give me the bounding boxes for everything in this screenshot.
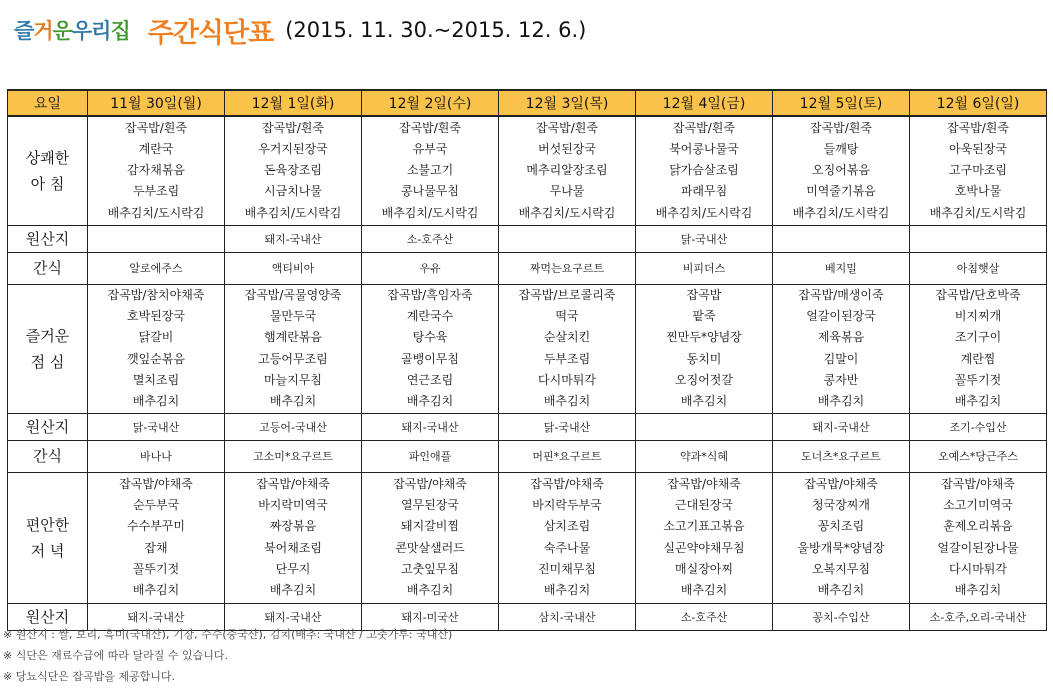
menu-item: 들깨탕	[823, 141, 859, 156]
origin-cell: 조기-수입산	[910, 413, 1047, 440]
menu-body	[8, 116, 1047, 630]
menu-item: 짜장볶음	[269, 519, 317, 534]
note-line: ※ 원산지 : 쌀, 보리, 흑미(국내산), 기장, 수수(중국산), 김치(배추: 국내산 / 고춧가루: 국내산)	[3, 628, 453, 641]
snack1-label: 간식	[8, 252, 88, 284]
menu-item: 북어콩나물국	[669, 141, 739, 156]
day-header: 12월 4일(금)	[636, 90, 773, 116]
menu-item: 다시마튀각	[538, 372, 596, 387]
meal-label-line: 편안한	[25, 515, 70, 534]
menu-item: 찐만두*양념장	[666, 330, 742, 345]
snack-cell: 머핀*요구르트	[499, 440, 636, 472]
menu-item: 잡곡밥/흰죽	[398, 120, 461, 135]
menu-cell	[88, 472, 225, 603]
lunch-row	[8, 284, 1047, 413]
menu-item: 물만두국	[269, 309, 317, 324]
lunch-label	[8, 284, 88, 413]
menu-cell	[773, 472, 910, 603]
snack-cell: 비피더스	[636, 252, 773, 284]
origin-cell: 소-호주산	[362, 225, 499, 252]
menu-item: 순살치킨	[543, 330, 591, 345]
menu-cell	[362, 116, 499, 225]
menu-item: 오징어젓갈	[675, 372, 733, 387]
dinner-label	[8, 472, 88, 603]
menu-item: 잡곡밥/흰죽	[535, 120, 598, 135]
menu-item: 배추김치	[680, 582, 728, 597]
menu-item: 다시마튀각	[949, 561, 1007, 576]
menu-item: 삼치조림	[543, 519, 591, 534]
menu-item: 호박나물	[954, 184, 1002, 199]
origin-cell	[499, 225, 636, 252]
menu-item: 배추김치	[817, 582, 865, 597]
menu-item: 김말이	[823, 351, 859, 366]
menu-item: 바지락미역국	[258, 498, 328, 513]
date-range: (2015. 11. 30.~2015. 12. 6.)	[285, 18, 587, 42]
menu-item: 호박된장국	[127, 309, 185, 324]
menu-item: 배추김치	[543, 393, 591, 408]
menu-item: 잡채	[144, 540, 168, 555]
menu-item: 잡곡밥	[686, 287, 722, 302]
menu-item: 돼지갈비찜	[401, 519, 459, 534]
menu-item: 배추김치	[406, 582, 454, 597]
breakfast-row	[8, 116, 1047, 225]
snack-cell: 액티비아	[225, 252, 362, 284]
note-line: ※ 당뇨식단은 잡곡밥을 제공합니다.	[3, 670, 175, 683]
snack-cell: 오예스*당근주스	[910, 440, 1047, 472]
menu-cell	[636, 472, 773, 603]
menu-item: 훈제오리볶음	[943, 519, 1013, 534]
origin-cell: 돼지-미국산	[362, 603, 499, 630]
origin-cell: 닭-국내산	[88, 413, 225, 440]
menu-item: 배추김치/도시락김	[929, 205, 1027, 220]
menu-item: 마늘지무침	[264, 372, 322, 387]
menu-item: 청국장찌개	[812, 498, 870, 513]
menu-item: 조기구이	[954, 330, 1002, 345]
menu-item: 멸치조림	[132, 372, 180, 387]
origin-cell: 소-호주,오리-국내산	[910, 603, 1047, 630]
menu-item: 두부조림	[543, 351, 591, 366]
menu-item: 닭갈비	[138, 330, 174, 345]
menu-item: 잡곡밥/야채죽	[119, 476, 193, 491]
notes	[3, 624, 452, 687]
menu-item: 잡곡밥/야채죽	[667, 476, 741, 491]
snack-cell: 바나나	[88, 440, 225, 472]
menu-item: 제육볶음	[817, 330, 865, 345]
origin1-label: 원산지	[8, 225, 88, 252]
menu-item: 배추김치	[406, 393, 454, 408]
menu-cell	[225, 472, 362, 603]
day-header: 12월 2일(수)	[362, 90, 499, 116]
menu-item: 잡곡밥/야채죽	[530, 476, 604, 491]
origin-cell	[88, 225, 225, 252]
menu-item: 잡곡밥/흰죽	[124, 120, 187, 135]
meal-label-line: 저 녁	[30, 541, 65, 560]
snack-cell: 파인애플	[362, 440, 499, 472]
origin3-label: 원산지	[8, 603, 88, 630]
menu-item: 배추김치/도시락김	[107, 205, 205, 220]
menu-item: 꽁치조림	[817, 519, 865, 534]
menu-item: 배추김치	[954, 582, 1002, 597]
day-header: 12월 6일(일)	[910, 90, 1047, 116]
brand-char: 거	[33, 19, 53, 43]
menu-item: 배추김치/도시락김	[518, 205, 616, 220]
menu-item: 오복지무침	[812, 561, 870, 576]
menu-cell	[910, 116, 1047, 225]
menu-cell	[636, 284, 773, 413]
menu-item: 배추김치/도시락김	[381, 205, 479, 220]
menu-item: 실곤약야채무침	[663, 540, 745, 555]
snack-cell: 도너츠*요구르트	[773, 440, 910, 472]
menu-item: 미역줄기볶음	[806, 184, 876, 199]
menu-item: 진미채무침	[538, 561, 596, 576]
menu-cell	[362, 284, 499, 413]
menu-item: 콘맛살샐러드	[395, 540, 465, 555]
menu-item: 잡곡밥/야채죽	[941, 476, 1015, 491]
menu-item: 소고기미역국	[943, 498, 1013, 513]
menu-item: 햄계란볶음	[264, 330, 322, 345]
origin-cell: 돼지-국내산	[362, 413, 499, 440]
menu-cell	[499, 284, 636, 413]
menu-cell	[225, 116, 362, 225]
menu-item: 파래무침	[680, 184, 728, 199]
menu-cell	[910, 472, 1047, 603]
menu-item: 배추김치	[543, 582, 591, 597]
menu-item: 잡곡밥/흑임자죽	[387, 287, 473, 302]
menu-item: 비지찌개	[954, 309, 1002, 324]
menu-item: 배추김치	[817, 393, 865, 408]
origin1-row	[8, 225, 1047, 252]
menu-item: 잡곡밥/매생이죽	[798, 287, 884, 302]
snack-cell: 알로에주스	[88, 252, 225, 284]
menu-item: 배추김치	[269, 582, 317, 597]
menu-item: 잡곡밥/흰죽	[672, 120, 735, 135]
snack-cell: 우유	[362, 252, 499, 284]
menu-item: 꼴뚜기젓	[954, 372, 1002, 387]
menu-item: 배추김치/도시락김	[244, 205, 342, 220]
menu-cell	[910, 284, 1047, 413]
menu-item: 시금치나물	[264, 184, 322, 199]
origin-cell: 돼지-국내산	[225, 603, 362, 630]
menu-item: 배추김치/도시락김	[792, 205, 890, 220]
menu-item: 바지락두부국	[532, 498, 602, 513]
menu-item: 메추리알장조림	[526, 163, 608, 178]
menu-item: 단무지	[275, 561, 311, 576]
dinner-row	[8, 472, 1047, 603]
snack-cell: 베지밀	[773, 252, 910, 284]
day-header: 11월 30일(월)	[88, 90, 225, 116]
breakfast-label	[8, 116, 88, 225]
origin-cell: 꽁치-수입산	[773, 603, 910, 630]
menu-item: 잡곡밥/곡물영양죽	[244, 287, 342, 302]
menu-item: 얼갈이된장나물	[937, 540, 1019, 555]
menu-item: 연근조림	[406, 372, 454, 387]
meal-label-line: 점 심	[30, 352, 65, 371]
menu-item: 돈육장조림	[264, 163, 322, 178]
weekly-menu-table	[7, 89, 1047, 631]
menu-item: 꼴뚜기젓	[132, 561, 180, 576]
menu-item: 고구마조림	[949, 163, 1007, 178]
menu-item: 무나물	[549, 184, 585, 199]
menu-item: 배추김치	[269, 393, 317, 408]
menu-item: 계란찜	[960, 351, 996, 366]
menu-item: 잡곡밥/참치야채죽	[107, 287, 205, 302]
menu-item: 배추김치/도시락김	[655, 205, 753, 220]
menu-item: 고등어무조림	[258, 351, 328, 366]
day-header: 12월 5일(토)	[773, 90, 910, 116]
menu-item: 순두부국	[132, 498, 180, 513]
menu-item: 배추김치	[132, 582, 180, 597]
snack-cell: 약과*식혜	[636, 440, 773, 472]
menu-item: 계란국	[138, 141, 174, 156]
origin2-row	[8, 413, 1047, 440]
origin-cell: 닭-국내산	[499, 413, 636, 440]
menu-item: 골뱅이무침	[401, 351, 459, 366]
brand-char: 집	[110, 19, 130, 43]
menu-cell	[773, 284, 910, 413]
snack2-row	[8, 440, 1047, 472]
menu-item: 콩나물무침	[401, 184, 459, 199]
origin-cell: 닭-국내산	[636, 225, 773, 252]
origin-cell: 돼지-국내산	[88, 603, 225, 630]
brand-char: 즐	[14, 19, 34, 43]
origin-cell: 소-호주산	[636, 603, 773, 630]
menu-item: 콩자반	[823, 372, 859, 387]
menu-item: 닭가슴살조림	[669, 163, 739, 178]
day-header: 12월 1일(화)	[225, 90, 362, 116]
menu-item: 계란국수	[406, 309, 454, 324]
snack-cell: 고소미*요구르트	[225, 440, 362, 472]
menu-cell	[499, 472, 636, 603]
snack-cell: 짜먹는요구르트	[499, 252, 636, 284]
meal-label-line: 상쾌한	[25, 148, 70, 167]
menu-item: 배추김치	[680, 393, 728, 408]
origin-cell: 돼지-국내산	[225, 225, 362, 252]
origin2-label: 원산지	[8, 413, 88, 440]
menu-item: 감자채볶음	[127, 163, 185, 178]
day-header: 12월 3일(목)	[499, 90, 636, 116]
menu-item: 소불고기	[406, 163, 454, 178]
origin-cell	[773, 225, 910, 252]
brand-logo	[14, 15, 130, 45]
brand-char: 운	[52, 19, 72, 43]
menu-item: 탕수육	[412, 330, 448, 345]
menu-item: 열무된장국	[401, 498, 459, 513]
menu-item: 잡곡밥/흰죽	[946, 120, 1009, 135]
menu-item: 아욱된장국	[949, 141, 1007, 156]
menu-item: 두부조림	[132, 184, 180, 199]
origin-cell	[636, 413, 773, 440]
menu-item: 숙주나물	[543, 540, 591, 555]
menu-cell	[773, 116, 910, 225]
menu-item: 깻잎순볶음	[127, 351, 185, 366]
menu-item: 우거지된장국	[258, 141, 328, 156]
menu-item: 매실장아찌	[675, 561, 733, 576]
menu-cell	[88, 284, 225, 413]
snack1-row	[8, 252, 1047, 284]
origin-cell: 돼지-국내산	[773, 413, 910, 440]
menu-item: 유부국	[412, 141, 448, 156]
origin-cell	[910, 225, 1047, 252]
corner-cell: 요일	[8, 90, 88, 116]
menu-cell	[225, 284, 362, 413]
menu-item: 배추김치	[132, 393, 180, 408]
menu-item: 떡국	[555, 309, 579, 324]
menu-cell	[88, 116, 225, 225]
menu-item: 잡곡밥/야채죽	[804, 476, 878, 491]
meal-label-line: 즐거운	[25, 326, 70, 345]
menu-item: 근대된장국	[675, 498, 733, 513]
menu-item: 소고기표고볶음	[663, 519, 745, 534]
page-title: 주간식단표	[147, 17, 274, 49]
menu-item: 북어채조림	[264, 540, 322, 555]
menu-item: 잡곡밥/흰죽	[809, 120, 872, 135]
menu-item: 고춧잎무침	[401, 561, 459, 576]
menu-item: 오징어볶음	[812, 163, 870, 178]
menu-item: 동치미	[686, 351, 722, 366]
menu-cell	[499, 116, 636, 225]
note-line: ※ 식단은 재료수급에 따라 달라질 수 있습니다.	[3, 649, 228, 662]
menu-item: 버섯된장국	[538, 141, 596, 156]
menu-item: 잡곡밥/브로콜리죽	[518, 287, 616, 302]
snack-cell: 아침햇살	[910, 252, 1047, 284]
page-header	[14, 10, 586, 50]
menu-item: 얼갈이된장국	[806, 309, 876, 324]
brand-char: 우리	[71, 19, 111, 43]
menu-item: 잡곡밥/단호박죽	[935, 287, 1021, 302]
origin-cell: 고등어-국내산	[225, 413, 362, 440]
menu-item: 울방개묵*양념장	[797, 540, 885, 555]
origin-cell: 삼치-국내산	[499, 603, 636, 630]
day-header-row	[8, 90, 1047, 116]
menu-item: 잡곡밥/야채죽	[256, 476, 330, 491]
menu-item: 배추김치	[954, 393, 1002, 408]
menu-item: 잡곡밥/흰죽	[261, 120, 324, 135]
meal-label-line: 아 침	[30, 174, 65, 193]
snack2-label: 간식	[8, 440, 88, 472]
menu-cell	[636, 116, 773, 225]
menu-item: 수수부꾸미	[127, 519, 185, 534]
menu-item: 팥죽	[692, 309, 716, 324]
menu-cell	[362, 472, 499, 603]
menu-item: 잡곡밥/야채죽	[393, 476, 467, 491]
